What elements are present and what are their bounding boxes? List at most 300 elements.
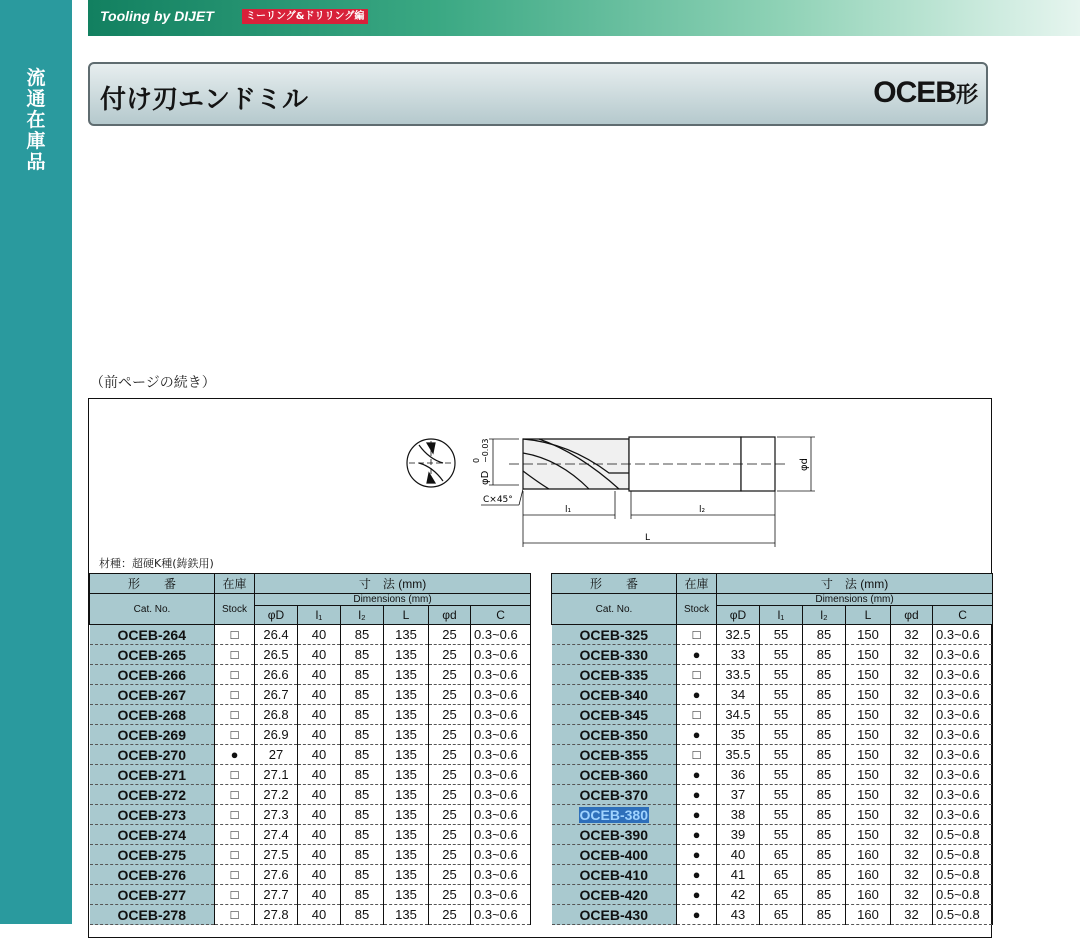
table-row	[90, 865, 531, 885]
phid-cell: 25	[429, 705, 471, 725]
stock-cell: □	[215, 625, 255, 645]
l1-cell: 55	[760, 625, 803, 645]
spec-table-left	[89, 573, 531, 925]
l1-cell: 40	[298, 765, 341, 785]
header-banner	[88, 0, 1080, 36]
phid-cell: 25	[429, 785, 471, 805]
phid-cell: 32	[891, 905, 933, 925]
phiD-cell: 27	[255, 745, 298, 765]
phiD-cell: 26.4	[255, 625, 298, 645]
l1-cell: 40	[298, 845, 341, 865]
C-cell: 0.3~0.6	[933, 785, 993, 805]
cat-no-cell: OCEB-400	[552, 845, 677, 865]
stock-cell: ●	[677, 825, 717, 845]
continued-note: （前ページの続き）	[90, 375, 216, 391]
l2-cell: 85	[341, 905, 384, 925]
table-row	[90, 845, 531, 865]
side-tab	[0, 0, 72, 924]
side-view	[509, 437, 789, 491]
side-tab-label: 流通在庫品	[26, 67, 46, 173]
cat-no-cell: OCEB-265	[90, 645, 215, 665]
L-cell: 135	[384, 805, 429, 825]
phid-cell: 32	[891, 725, 933, 745]
stock-cell: □	[215, 785, 255, 805]
phiD-cell: 33.5	[717, 665, 760, 685]
spec-frame	[88, 398, 992, 938]
L-cell: 135	[384, 665, 429, 685]
L-cell: 150	[846, 725, 891, 745]
l1-cell: 65	[760, 865, 803, 885]
cat-no-cell: OCEB-268	[90, 705, 215, 725]
col-C: C	[471, 606, 531, 625]
cat-no-cell: OCEB-345	[552, 705, 677, 725]
stock-cell: ●	[677, 765, 717, 785]
cat-no-cell: OCEB-272	[90, 785, 215, 805]
col-L: L	[384, 606, 429, 625]
table-row	[552, 905, 993, 925]
phiD-cell: 33	[717, 645, 760, 665]
phi-d-label: φd	[799, 458, 810, 471]
l2-cell: 85	[803, 745, 846, 765]
stock-cell: □	[677, 705, 717, 725]
C-cell: 0.3~0.6	[933, 685, 993, 705]
title-box	[88, 62, 988, 126]
C-cell: 0.3~0.6	[933, 765, 993, 785]
phiD-cell: 43	[717, 905, 760, 925]
L-cell: 150	[846, 665, 891, 685]
tool-drawing	[389, 423, 829, 553]
col-phiD: φD	[717, 606, 760, 625]
phid-cell: 25	[429, 825, 471, 845]
phid-cell: 32	[891, 785, 933, 805]
table-row	[90, 745, 531, 765]
model-code: OCEB	[873, 76, 956, 109]
C-cell: 0.5~0.8	[933, 845, 993, 865]
C-cell: 0.3~0.6	[471, 725, 531, 745]
table-row	[552, 645, 993, 665]
stock-cell: ●	[215, 745, 255, 765]
table-row	[552, 885, 993, 905]
l1-label: l₁	[565, 505, 572, 515]
l1-cell: 55	[760, 725, 803, 745]
l1-cell: 55	[760, 825, 803, 845]
l2-cell: 85	[341, 625, 384, 645]
l2-cell: 85	[803, 885, 846, 905]
stock-cell: □	[215, 765, 255, 785]
l1-cell: 55	[760, 685, 803, 705]
col-phid: φd	[429, 606, 471, 625]
C-cell: 0.3~0.6	[933, 805, 993, 825]
C-cell: 0.3~0.6	[471, 785, 531, 805]
phiD-cell: 42	[717, 885, 760, 905]
phid-cell: 32	[891, 705, 933, 725]
l1-cell: 55	[760, 785, 803, 805]
phiD-cell: 35.5	[717, 745, 760, 765]
stock-cell: ●	[677, 725, 717, 745]
cat-no-cell: OCEB-330	[552, 645, 677, 665]
l2-cell: 85	[341, 705, 384, 725]
col-C: C	[933, 606, 993, 625]
stock-cell: ●	[677, 805, 717, 825]
col-l2: l₂	[341, 606, 384, 625]
table-row	[90, 705, 531, 725]
phiD-cell: 27.7	[255, 885, 298, 905]
phiD-cell: 36	[717, 765, 760, 785]
L-cell: 135	[384, 905, 429, 925]
table-row	[90, 905, 531, 925]
phiD-cell: 27.3	[255, 805, 298, 825]
stock-header: 在庫	[677, 574, 717, 594]
model-header: 形 番	[552, 574, 677, 594]
phid-cell: 32	[891, 665, 933, 685]
table-row	[90, 685, 531, 705]
stock-cell: □	[215, 705, 255, 725]
phiD-cell: 26.6	[255, 665, 298, 685]
phiD-cell: 27.5	[255, 845, 298, 865]
l2-cell: 85	[341, 865, 384, 885]
phiD-cell: 27.1	[255, 765, 298, 785]
C-cell: 0.3~0.6	[933, 745, 993, 765]
stock-cell: ●	[677, 645, 717, 665]
L-cell: 135	[384, 885, 429, 905]
stock-cell: □	[215, 905, 255, 925]
l1-cell: 40	[298, 865, 341, 885]
cat-no-cell: OCEB-269	[90, 725, 215, 745]
cat-no-cell: OCEB-420	[552, 885, 677, 905]
l2-cell: 85	[803, 625, 846, 645]
table-row	[90, 805, 531, 825]
cat-no-cell: OCEB-273	[90, 805, 215, 825]
l1-cell: 40	[298, 705, 341, 725]
l2-cell: 85	[803, 725, 846, 745]
stock-cell: □	[215, 865, 255, 885]
cat-no-cell: OCEB-350	[552, 725, 677, 745]
cat-no-cell: OCEB-335	[552, 665, 677, 685]
l1-cell: 55	[760, 665, 803, 685]
col-phid: φd	[891, 606, 933, 625]
stock-cell: □	[215, 845, 255, 865]
dimensions-en-header: Dimensions (mm)	[717, 594, 993, 606]
L-label: L	[645, 533, 651, 543]
stock-cell: ●	[677, 885, 717, 905]
cat-no-cell: OCEB-360	[552, 765, 677, 785]
phiD-cell: 34.5	[717, 705, 760, 725]
stock-cell: ●	[677, 865, 717, 885]
col-l1: l₁	[760, 606, 803, 625]
L-cell: 150	[846, 765, 891, 785]
L-cell: 135	[384, 645, 429, 665]
phiD-cell: 34	[717, 685, 760, 705]
table-row	[552, 685, 993, 705]
L-cell: 150	[846, 625, 891, 645]
phid-cell: 32	[891, 745, 933, 765]
cat-no-cell	[552, 805, 677, 825]
L-cell: 135	[384, 865, 429, 885]
l2-cell: 85	[341, 805, 384, 825]
spec-table-right	[551, 573, 993, 925]
phiD-cell: 27.4	[255, 825, 298, 845]
l2-cell: 85	[803, 705, 846, 725]
stock-header: 在庫	[215, 574, 255, 594]
table-row	[90, 785, 531, 805]
end-view	[407, 439, 455, 487]
phiD-cell: 41	[717, 865, 760, 885]
phid-cell: 25	[429, 725, 471, 745]
table-row	[552, 805, 993, 825]
l2-cell: 85	[341, 765, 384, 785]
C-cell: 0.5~0.8	[933, 825, 993, 845]
cat-no-cell: OCEB-278	[90, 905, 215, 925]
cat-no-cell: OCEB-340	[552, 685, 677, 705]
cat-no-cell: OCEB-275	[90, 845, 215, 865]
phiD-cell: 37	[717, 785, 760, 805]
phiD-cell: 26.9	[255, 725, 298, 745]
phid-cell: 25	[429, 665, 471, 685]
L-cell: 150	[846, 745, 891, 765]
table-row	[552, 705, 993, 725]
l1-cell: 40	[298, 745, 341, 765]
L-cell: 160	[846, 865, 891, 885]
l1-cell: 40	[298, 665, 341, 685]
C-cell: 0.3~0.6	[471, 645, 531, 665]
model-suffix: 形	[955, 83, 978, 108]
L-cell: 160	[846, 845, 891, 865]
table-row	[90, 825, 531, 845]
stock-en-header: Stock	[215, 594, 255, 625]
dimensions-header: 寸 法 (mm)	[255, 574, 531, 594]
stock-en-header: Stock	[677, 594, 717, 625]
L-cell: 160	[846, 905, 891, 925]
C-cell: 0.5~0.8	[933, 905, 993, 925]
phid-cell: 32	[891, 865, 933, 885]
table-row	[552, 865, 993, 885]
diameter-dimension	[489, 439, 519, 485]
cat-no-cell: OCEB-390	[552, 825, 677, 845]
cat-no-cell: OCEB-267	[90, 685, 215, 705]
l2-cell: 85	[803, 805, 846, 825]
model-title	[873, 76, 978, 110]
l2-cell: 85	[341, 725, 384, 745]
table-row	[90, 885, 531, 905]
l2-cell: 85	[341, 665, 384, 685]
table-row	[90, 645, 531, 665]
l2-cell: 85	[803, 765, 846, 785]
phiD-cell: 26.5	[255, 645, 298, 665]
phid-cell: 25	[429, 685, 471, 705]
stock-cell: ●	[677, 845, 717, 865]
C-cell: 0.3~0.6	[933, 725, 993, 745]
cat-no-cell: OCEB-370	[552, 785, 677, 805]
cat-no-cell: OCEB-325	[552, 625, 677, 645]
C-cell: 0.3~0.6	[471, 845, 531, 865]
phid-cell: 32	[891, 885, 933, 905]
phid-cell: 25	[429, 765, 471, 785]
l1-cell: 55	[760, 645, 803, 665]
col-L: L	[846, 606, 891, 625]
C-cell: 0.3~0.6	[471, 665, 531, 685]
stock-cell: □	[677, 665, 717, 685]
C-cell: 0.3~0.6	[933, 625, 993, 645]
l1-cell: 65	[760, 845, 803, 865]
l1-cell: 40	[298, 825, 341, 845]
col-l1: l₁	[298, 606, 341, 625]
L-cell: 150	[846, 785, 891, 805]
C-cell: 0.3~0.6	[933, 665, 993, 685]
phid-cell: 25	[429, 905, 471, 925]
L-cell: 135	[384, 705, 429, 725]
col-phiD: φD	[255, 606, 298, 625]
L-cell: 135	[384, 765, 429, 785]
l1-cell: 55	[760, 805, 803, 825]
stock-cell: □	[215, 665, 255, 685]
l2-label: l₂	[699, 505, 706, 515]
l2-cell: 85	[341, 645, 384, 665]
C-cell: 0.5~0.8	[933, 885, 993, 905]
l1-cell: 55	[760, 705, 803, 725]
L-cell: 160	[846, 885, 891, 905]
table-row	[552, 725, 993, 745]
table-row	[90, 725, 531, 745]
table-row	[90, 765, 531, 785]
l2-cell: 85	[341, 825, 384, 845]
L-cell: 135	[384, 845, 429, 865]
l2-cell: 85	[803, 865, 846, 885]
chamfer-label: C×45°	[483, 495, 513, 505]
l1-cell: 55	[760, 765, 803, 785]
L-cell: 150	[846, 685, 891, 705]
cat-no-cell: OCEB-410	[552, 865, 677, 885]
C-cell: 0.3~0.6	[471, 685, 531, 705]
C-cell: 0.3~0.6	[933, 705, 993, 725]
stock-cell: □	[215, 685, 255, 705]
cat-no-cell: OCEB-264	[90, 625, 215, 645]
l1-cell: 40	[298, 905, 341, 925]
phiD-cell: 27.6	[255, 865, 298, 885]
phiD-cell: 32.5	[717, 625, 760, 645]
phid-cell: 25	[429, 645, 471, 665]
stock-cell: ●	[677, 785, 717, 805]
phid-cell: 25	[429, 625, 471, 645]
stock-cell: □	[677, 745, 717, 765]
l2-cell: 85	[341, 685, 384, 705]
table-row	[552, 765, 993, 785]
stock-cell: ●	[677, 905, 717, 925]
C-cell: 0.5~0.8	[933, 865, 993, 885]
phid-cell: 32	[891, 765, 933, 785]
table-row	[552, 665, 993, 685]
l2-cell: 85	[803, 825, 846, 845]
L-cell: 135	[384, 825, 429, 845]
phiD-cell: 39	[717, 825, 760, 845]
cat-no-cell: OCEB-277	[90, 885, 215, 905]
phid-cell: 32	[891, 805, 933, 825]
phid-cell: 32	[891, 685, 933, 705]
stock-cell: □	[215, 645, 255, 665]
l1-cell: 40	[298, 685, 341, 705]
phid-cell: 32	[891, 825, 933, 845]
phid-cell: 32	[891, 625, 933, 645]
L-cell: 150	[846, 825, 891, 845]
cat-no-cell: OCEB-430	[552, 905, 677, 925]
phid-cell: 25	[429, 845, 471, 865]
l1-cell: 40	[298, 805, 341, 825]
cat-no-cell: OCEB-270	[90, 745, 215, 765]
l2-cell: 85	[803, 905, 846, 925]
cat-no-cell: OCEB-276	[90, 865, 215, 885]
l2-cell: 85	[341, 885, 384, 905]
col-l2: l₂	[803, 606, 846, 625]
l2-cell: 85	[341, 785, 384, 805]
l2-cell: 85	[341, 845, 384, 865]
C-cell: 0.3~0.6	[471, 825, 531, 845]
l1-cell: 65	[760, 905, 803, 925]
l2-cell: 85	[803, 645, 846, 665]
cat-no-cell: OCEB-274	[90, 825, 215, 845]
stock-cell: □	[215, 825, 255, 845]
L-cell: 150	[846, 645, 891, 665]
phiD-cell: 40	[717, 845, 760, 865]
L-cell: 135	[384, 785, 429, 805]
C-cell: 0.3~0.6	[471, 865, 531, 885]
L-cell: 135	[384, 725, 429, 745]
l1-cell: 65	[760, 885, 803, 905]
brand-text: Tooling by DIJET	[100, 8, 214, 24]
phiD-cell: 26.8	[255, 705, 298, 725]
l1-cell: 40	[298, 785, 341, 805]
table-row	[90, 625, 531, 645]
C-cell: 0.3~0.6	[933, 645, 993, 665]
table-row	[90, 665, 531, 685]
table-row	[552, 625, 993, 645]
C-cell: 0.3~0.6	[471, 905, 531, 925]
L-cell: 135	[384, 745, 429, 765]
C-cell: 0.3~0.6	[471, 745, 531, 765]
stock-cell: ●	[677, 685, 717, 705]
phiD-cell: 38	[717, 805, 760, 825]
l2-cell: 85	[341, 745, 384, 765]
page-title: 付け刃エンドミル	[100, 85, 309, 115]
phid-cell: 25	[429, 805, 471, 825]
l1-cell: 40	[298, 885, 341, 905]
phid-cell: 32	[891, 645, 933, 665]
l2-cell: 85	[803, 845, 846, 865]
table-row	[552, 825, 993, 845]
material-note: 材種：超硬K種(鋳鉄用)	[99, 557, 214, 570]
l1-cell: 55	[760, 745, 803, 765]
stock-cell: □	[677, 625, 717, 645]
cat-no-header: Cat. No.	[552, 594, 677, 625]
l2-cell: 85	[803, 665, 846, 685]
L-cell: 135	[384, 625, 429, 645]
stock-cell: □	[215, 725, 255, 745]
l1-cell: 40	[298, 625, 341, 645]
cat-no-cell: OCEB-355	[552, 745, 677, 765]
l2-cell: 85	[803, 785, 846, 805]
l1-cell: 40	[298, 725, 341, 745]
tolerance-upper: 0	[472, 457, 481, 463]
cat-no-cell: OCEB-271	[90, 765, 215, 785]
section-tag: ミーリング&ドリリング編	[242, 9, 368, 24]
L-cell: 135	[384, 685, 429, 705]
phiD-cell: 26.7	[255, 685, 298, 705]
dimensions-en-header: Dimensions (mm)	[255, 594, 531, 606]
stock-cell: □	[215, 885, 255, 905]
stock-cell: □	[215, 805, 255, 825]
L-cell: 150	[846, 805, 891, 825]
phiD-cell: 27.8	[255, 905, 298, 925]
C-cell: 0.3~0.6	[471, 625, 531, 645]
cat-no-header: Cat. No.	[90, 594, 215, 625]
